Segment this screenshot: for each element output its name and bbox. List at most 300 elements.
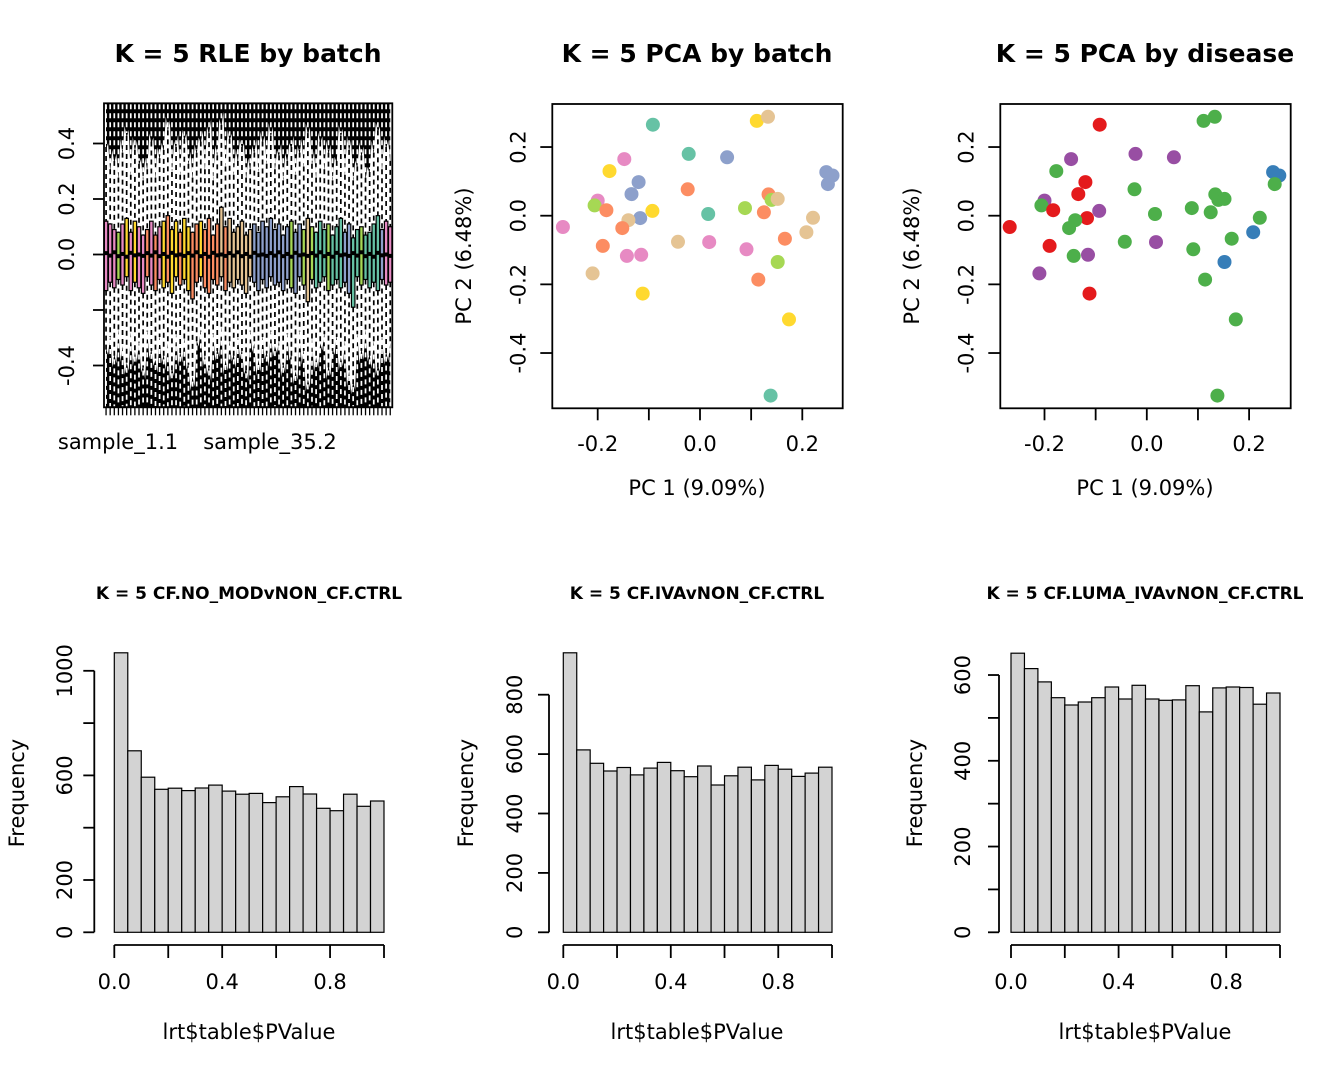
rle-box [356, 230, 360, 277]
hist-bar [1186, 686, 1199, 933]
pca-point [634, 248, 648, 262]
pca-point [1268, 177, 1282, 191]
rle-median [302, 253, 306, 257]
pca-disease-title: K = 5 PCA by disease [995, 39, 1295, 68]
hist-y-tick-label: 200 [503, 852, 527, 893]
pca-point [1032, 266, 1046, 280]
rle-box [327, 224, 331, 291]
rle-median [318, 250, 322, 254]
rle-median [322, 254, 326, 258]
rle-box [203, 230, 207, 288]
pca-point [1078, 175, 1092, 189]
pca-point [806, 211, 820, 225]
hist-x-tick-label: 0.8 [313, 970, 347, 994]
rle-median [339, 253, 343, 257]
pca-point [603, 164, 617, 178]
pca-point [1049, 164, 1063, 178]
hist-x-tick-label: 0.4 [205, 970, 239, 994]
rle-box [141, 235, 145, 293]
rle-median [297, 253, 301, 257]
hist-bar [657, 762, 670, 932]
pca-point [617, 152, 631, 166]
hist-y-tick-label: 400 [503, 793, 527, 834]
pca-x-tick-label: 0.0 [683, 432, 717, 456]
pca-point [1185, 201, 1199, 215]
hist-bar [1146, 699, 1159, 932]
rle-box [257, 232, 261, 290]
pca-x-tick-label: -0.2 [577, 432, 619, 456]
rle-median [207, 255, 211, 259]
rle-box [351, 238, 355, 307]
pca-y-tick-label: -0.4 [506, 332, 531, 374]
rle-median [265, 254, 269, 258]
hist-bar [357, 806, 370, 932]
pca-point [682, 147, 696, 161]
rle-median [335, 251, 339, 255]
hist-bar [317, 808, 330, 932]
hist-bar [604, 771, 617, 932]
rle-box [150, 221, 154, 285]
rle-box [129, 232, 133, 290]
pca-point [681, 182, 695, 196]
hist-bar [630, 775, 643, 932]
panel-pca-by-disease [954, 104, 1290, 456]
rle-median [211, 251, 215, 255]
rle-median [137, 253, 141, 257]
pca-y-tick-label: 0.2 [506, 130, 531, 164]
pca-point [702, 235, 716, 249]
pca-x-tick-label: 0.2 [1232, 432, 1266, 456]
hist-bar [778, 769, 791, 932]
pca-point [771, 255, 785, 269]
pca-point [1003, 220, 1017, 234]
hist-y-tick-label: 0 [503, 925, 527, 939]
rle-box [323, 230, 327, 277]
pca-point [782, 312, 796, 326]
pca-point [1253, 211, 1267, 225]
hist2-ylabel: Frequency [454, 738, 478, 848]
pca-point [1186, 242, 1200, 256]
rle-box [178, 232, 182, 285]
hist1-title: K = 5 CF.NO_MODvNON_CF.CTRL [95, 584, 403, 604]
pca-point [615, 221, 629, 235]
rle-box [224, 227, 228, 291]
rle-box [306, 218, 310, 301]
rle-box [220, 207, 224, 276]
rle-box [211, 235, 215, 279]
pca-point [620, 249, 634, 263]
rle-median [256, 253, 260, 257]
hist1-ylabel: Frequency [5, 738, 29, 848]
hist-bar [330, 811, 343, 933]
hist-bar [711, 785, 724, 932]
pca-point [1067, 249, 1081, 263]
rle-box [137, 227, 141, 288]
rle-box [360, 227, 364, 285]
rle-median [347, 254, 351, 258]
hist-bar [698, 766, 711, 932]
pca-point [1092, 204, 1106, 218]
rle-box [244, 235, 248, 293]
hist-bar [1024, 669, 1037, 933]
hist-y-tick-label: 600 [53, 755, 77, 796]
rle-y-tick-label: 0.4 [55, 126, 79, 161]
pca-x-tick-label: 0.2 [785, 432, 820, 456]
rle-median [273, 254, 277, 258]
hist3-xlabel: lrt$table$PValue [1058, 1020, 1232, 1044]
rle-median [108, 254, 112, 258]
hist-bar [276, 797, 289, 933]
rle-median [376, 251, 380, 255]
rle-median [326, 252, 330, 256]
hist-x-tick-label: 0.8 [1209, 970, 1243, 994]
rle-box [269, 218, 273, 276]
rle-box [331, 235, 335, 285]
rle-median [125, 255, 129, 259]
pca-point [1064, 152, 1078, 166]
pca-point [1071, 187, 1085, 201]
pca-point [632, 175, 646, 189]
rle-y-tick-label: 0.2 [55, 182, 79, 216]
hist-bar [141, 777, 154, 932]
rle-median [244, 252, 248, 256]
rle-box [108, 224, 112, 282]
pca-point [799, 225, 813, 239]
hist2-xlabel: lrt$table$PValue [610, 1020, 784, 1044]
pca-point [645, 204, 659, 218]
rle-median [285, 252, 289, 256]
rle-title: K = 5 RLE by batch [114, 39, 382, 68]
rle-box [261, 221, 265, 279]
rle-median [170, 251, 174, 255]
hist-bar [577, 750, 590, 932]
pca-point [757, 205, 771, 219]
pca-point [1080, 211, 1094, 225]
pca-point [1208, 110, 1222, 124]
hist-bar [263, 803, 276, 933]
hist-bar [1038, 682, 1051, 932]
rle-median [129, 251, 133, 255]
rle-median [145, 251, 149, 255]
hist-bar [792, 776, 805, 932]
hist-y-tick-label: 400 [951, 740, 975, 781]
hist-bar [1105, 687, 1118, 932]
rle-median [199, 254, 203, 258]
pca-point [1062, 221, 1076, 235]
pca-batch-title: K = 5 PCA by batch [561, 39, 833, 68]
pca-y-tick-label: 0.2 [954, 130, 979, 164]
pca-y-tick-label: -0.2 [506, 263, 531, 305]
hist-bar [738, 767, 751, 932]
rle-box [314, 232, 318, 287]
hist-bar [1119, 699, 1132, 932]
hist-bar [371, 801, 384, 932]
rle-median [384, 253, 388, 257]
rle-median [359, 250, 363, 254]
pca-y-tick-label: -0.4 [954, 332, 979, 374]
hist-bar [182, 791, 195, 933]
rle-box [240, 221, 244, 285]
pca-batch-xlabel: PC 1 (9.09%) [628, 476, 766, 500]
hist-bar [1172, 700, 1185, 932]
rle-box [339, 218, 343, 287]
hist-bar [195, 788, 208, 932]
pca-point [1218, 255, 1232, 269]
hist-bar [249, 793, 262, 932]
pca-point [738, 201, 752, 215]
pca-point [821, 177, 835, 191]
rle-median [330, 255, 334, 259]
hist-bar [222, 791, 235, 932]
hist-y-tick-label: 600 [503, 734, 527, 775]
pca-point [1093, 118, 1107, 132]
pca-disease-xlabel: PC 1 (9.09%) [1076, 476, 1214, 500]
hist-bar [751, 780, 764, 932]
hist-bar [725, 776, 738, 933]
hist-bar [644, 768, 657, 932]
pca-frame [1000, 104, 1290, 408]
rle-box [232, 232, 236, 287]
hist-x-tick-label: 0.0 [97, 970, 132, 994]
hist-bar [563, 653, 576, 933]
rle-median [120, 252, 124, 256]
hist-y-tick-label: 600 [951, 654, 975, 696]
hist-x-tick-label: 0.4 [1101, 970, 1136, 994]
rle-median [240, 254, 244, 258]
hist-bar [765, 765, 778, 932]
pca-point [701, 207, 715, 221]
rle-median [149, 254, 153, 258]
rle-box [183, 218, 187, 279]
pca-point [740, 242, 754, 256]
rle-box [343, 232, 347, 282]
pca-y-tick-label: 0.0 [954, 198, 979, 233]
hist-bar [236, 794, 249, 932]
pca-point [1118, 235, 1132, 249]
rle-box [368, 232, 372, 287]
rle-median [236, 250, 240, 254]
hist-bar [128, 751, 141, 933]
rle-box [281, 235, 285, 291]
rle-median [248, 255, 252, 259]
rle-median [355, 254, 359, 258]
rle-box [372, 224, 376, 282]
pca-point [556, 220, 570, 234]
rle-box [113, 230, 117, 288]
rle-sample-label-1: sample_1.1 [57, 430, 179, 454]
rle-median [162, 252, 166, 256]
hist-bar [1267, 693, 1280, 932]
rle-median [178, 253, 182, 257]
rle-box [170, 230, 174, 294]
rle-sample-label-2: sample_35.2 [203, 430, 337, 454]
hist-bar [1213, 688, 1226, 932]
hist-bar [671, 771, 684, 933]
rle-median [203, 252, 207, 256]
rle-box [228, 218, 232, 282]
pca-point [671, 235, 685, 249]
hist-bar [209, 785, 222, 932]
pca-x-tick-label: 0.0 [1130, 432, 1164, 456]
hist-bar [155, 789, 168, 932]
rle-y-tick-label: -0.4 [55, 345, 79, 386]
hist-x-tick-label: 0.8 [761, 970, 795, 994]
hist-bar [590, 763, 603, 932]
rle-median [223, 254, 227, 258]
hist-bar [1065, 705, 1078, 932]
rle-box [290, 221, 294, 288]
hist3-ylabel: Frequency [903, 738, 927, 848]
hist-bar [1253, 704, 1266, 932]
hist-y-tick-label: 200 [53, 859, 77, 901]
rle-box [166, 216, 170, 283]
rle-box [187, 227, 191, 291]
rle-median [116, 254, 120, 258]
pca-point [1204, 205, 1218, 219]
pca-point [764, 389, 778, 403]
pca-point [778, 232, 792, 246]
pca-point [1198, 273, 1212, 287]
pca-point [586, 266, 600, 280]
pca-point [599, 203, 613, 217]
hist-bar [344, 794, 357, 932]
rle-median [260, 253, 264, 257]
rle-box [125, 218, 129, 276]
hist-y-tick-label: 0 [951, 925, 975, 939]
pca-point [1225, 232, 1239, 246]
rle-median [289, 255, 293, 259]
rle-median [174, 253, 178, 257]
rle-box [294, 232, 298, 293]
rle-box [298, 224, 302, 277]
rle-median [269, 251, 273, 255]
hist-bar [684, 777, 697, 933]
pca-y-tick-label: -0.2 [954, 263, 979, 305]
pca-y-tick-label: 0.0 [506, 198, 531, 233]
hist-bar [290, 787, 303, 933]
hist-y-tick-label: 200 [951, 826, 975, 867]
hist2-title: K = 5 CF.IVAvNON_CF.CTRL [569, 584, 825, 604]
rle-median [306, 254, 310, 258]
pca-disease-ylabel: PC 2 (6.48%) [900, 187, 924, 325]
hist-bar [1226, 687, 1239, 932]
hist-x-tick-label: 0.4 [654, 970, 688, 994]
hist-bar [1159, 700, 1172, 932]
rle-box [347, 224, 351, 293]
hist-bar [303, 794, 316, 932]
rle-median [190, 254, 194, 258]
pca-point [1148, 207, 1162, 221]
pca-x-tick-label: -0.2 [1024, 432, 1065, 456]
hist-x-tick-label: 0.0 [994, 970, 1028, 994]
hist-bar [1240, 688, 1253, 933]
rle-median [380, 253, 384, 257]
rle-median [219, 253, 223, 257]
rle-median [343, 253, 347, 257]
pca-point [1081, 248, 1095, 262]
hist-bar [805, 773, 818, 932]
hist-y-tick-label: 1000 [53, 644, 77, 698]
rle-median [281, 254, 285, 258]
pca-point [1229, 312, 1243, 326]
rle-box [199, 221, 203, 277]
hist-bar [1051, 698, 1064, 933]
hist1-xlabel: lrt$table$PValue [162, 1020, 336, 1044]
hist3-title: K = 5 CF.LUMA_IVAvNON_CF.CTRL [986, 584, 1304, 604]
pca-point [1210, 389, 1224, 403]
pca-point [720, 150, 734, 164]
pca-point [596, 239, 610, 253]
rle-median [215, 253, 219, 257]
rle-median [141, 254, 145, 258]
pca-point [751, 273, 765, 287]
rle-median [166, 255, 170, 259]
hist-bar [114, 653, 127, 933]
panel-pca-by-batch [506, 104, 842, 456]
rle-median [133, 253, 137, 257]
rle-median [195, 250, 199, 254]
pca-point [1167, 150, 1181, 164]
rle-median [186, 251, 190, 255]
rle-median [153, 250, 157, 254]
rle-median [372, 255, 376, 259]
hist-bar [1078, 702, 1091, 932]
pca-point [1083, 287, 1097, 301]
pca-point [771, 192, 785, 206]
rle-median [310, 251, 314, 255]
pca-point [633, 211, 647, 225]
hist-y-tick-label: 800 [503, 674, 527, 715]
rle-y-tick-label: 0.0 [55, 237, 79, 272]
hist-bar [1132, 685, 1145, 932]
pca-point [1129, 147, 1143, 161]
pca-point [1246, 225, 1260, 239]
hist-bar [1011, 653, 1024, 932]
pca-point [646, 118, 660, 132]
rle-median [367, 252, 371, 256]
rle-box [248, 230, 252, 277]
rle-median [232, 254, 236, 258]
rle-median [293, 251, 297, 255]
hist-bar [617, 768, 630, 933]
hist-bar [168, 788, 181, 932]
hist-x-tick-label: 0.0 [546, 970, 581, 994]
hist-y-tick-label: 0 [53, 925, 77, 939]
pca-point [761, 110, 775, 124]
rle-median [182, 254, 186, 258]
rle-box [158, 227, 162, 280]
hist-bar [819, 767, 832, 932]
hist-bar [1092, 698, 1105, 933]
rle-box [174, 221, 178, 277]
pca-point [1218, 192, 1232, 206]
rle-median [227, 251, 231, 255]
rle-median [314, 254, 318, 258]
pca-point [1128, 182, 1142, 196]
rle-box [133, 221, 137, 282]
rle-box [154, 235, 158, 291]
pca-point [625, 187, 639, 201]
rle-median [157, 254, 161, 258]
rle-median [351, 251, 355, 255]
rle-median [363, 254, 367, 258]
rle-box [302, 230, 306, 286]
pca-batch-ylabel: PC 2 (6.48%) [452, 187, 476, 325]
hist-bar [1199, 712, 1212, 932]
rle-box [191, 232, 195, 299]
pca-point [1149, 235, 1163, 249]
pca-frame [552, 104, 842, 408]
